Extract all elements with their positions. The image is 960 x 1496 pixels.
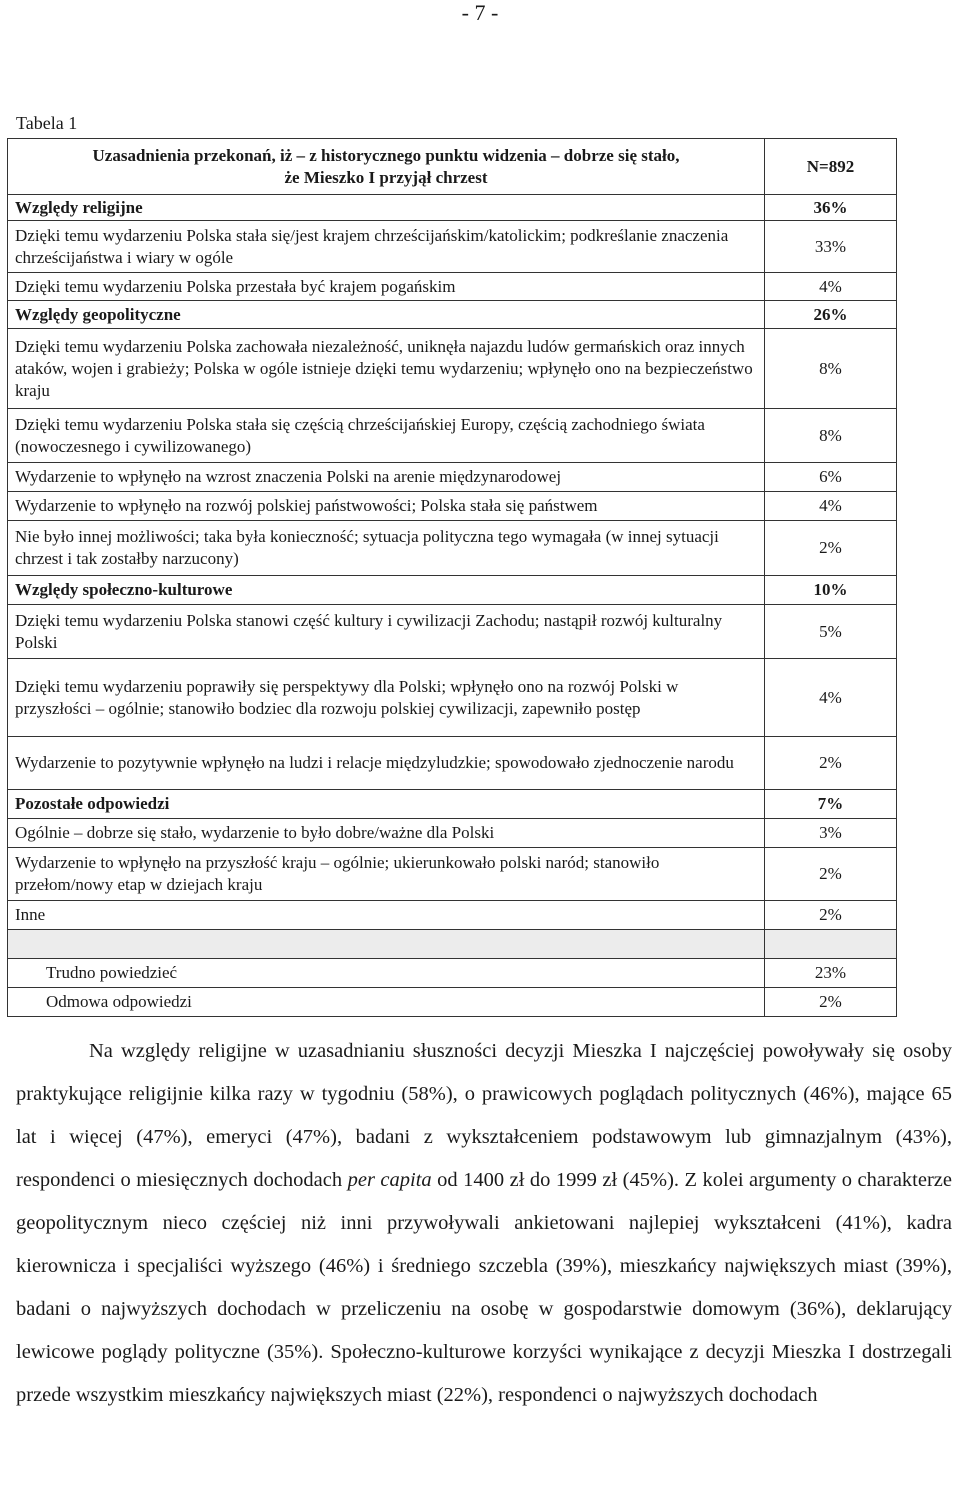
row-label: Wydarzenie to wpłynęło na rozwój polskiej państwowości; Polska stała się państwem (8, 492, 765, 521)
table-row (8, 659, 897, 737)
row-value: 4% (765, 659, 897, 737)
row-value: 10% (765, 576, 897, 605)
row-label: Dzięki temu wydarzeniu Polska zachowała niezależność, uniknęła najazdu ludów germańskich oraz innych ataków, wojen i grabieży; Polska w ogóle istnieje dzięki temu wydarzeniu; wpłynęło ono na bezpieczeństwo kraju (8, 329, 765, 409)
table-row (8, 988, 897, 1017)
survey-table (7, 138, 897, 1017)
table-row (8, 463, 897, 492)
paragraph-part-2: od 1400 zł do 1999 zł (45%). Z kolei argumenty o charakterze geopolitycznym nieco częściej niż inni przywoływali ankietowani najlepiej wykształceni (41%), kadra kierownicza i specjaliści wyższego (46%) i średniego szczebla (39%), mieszkańcy największych miast (39%), badani o najwyższych dochodach w przeliczeniu na osobę w gospodarstwie domowym (36%), deklarujący lewicowe poglądy polityczne (35%). Społeczno-kulturowe korzyści wynikające z decyzji Mieszka I dostrzegali przede wszystkim mieszkańcy największych miast (22%), respondenci o najwyższych dochodach (16, 1169, 952, 1406)
row-value: 6% (765, 463, 897, 492)
table-row (8, 301, 897, 329)
row-value: 2% (765, 521, 897, 576)
row-label: Pozostałe odpowiedzi (8, 790, 765, 819)
table-row (8, 273, 897, 301)
page-number: - 7 - (461, 0, 499, 25)
row-label: Wydarzenie to pozytywnie wpłynęło na ludzi i relacje międzyludzkie; spowodowało zjednoczenie narodu (8, 737, 765, 790)
table-row (8, 819, 897, 848)
table-row (8, 492, 897, 521)
table-header-row (8, 139, 897, 195)
row-label: Odmowa odpowiedzi (8, 988, 765, 1017)
row-value: 26% (765, 301, 897, 329)
row-label: Względy geopolityczne (8, 301, 765, 329)
header-line-1: Uzasadnienia przekonań, iż – z historycznego punktu widzenia – dobrze się stało, (92, 145, 680, 165)
row-label: Nie było innej możliwości; taka była konieczność; sytuacja polityczna tego wymagała (w innej sytuacji chrzest i tak zostałby narzucony) (8, 521, 765, 576)
row-value: 2% (765, 988, 897, 1017)
table-row (8, 901, 897, 930)
row-label: Dzięki temu wydarzeniu Polska stała się/jest krajem chrześcijańskim/katolickim; podkreślanie znaczenia chrześcijaństwa i wiary w ogóle (8, 221, 765, 273)
paragraph-part-1: Na względy religijne w uzasadnianiu słuszności decyzji Mieszka I najczęściej powoływały się osoby praktykujące religijnie kilka razy w tygodniu (58%), o prawicowych poglądach politycznych (46%), mające 65 lat i więcej (47%), emeryci (47%), badani z wykształceniem podstawowym lub gimnazjalnym (43%), respondenci o miesięcznych dochodach (16, 1040, 952, 1191)
row-value: 33% (765, 221, 897, 273)
table-row (8, 848, 897, 901)
row-label: Względy religijne (8, 195, 765, 221)
table-row (8, 409, 897, 463)
table-row (8, 790, 897, 819)
row-value: 7% (765, 790, 897, 819)
row-value: 36% (765, 195, 897, 221)
table-row (8, 195, 897, 221)
table-row (8, 605, 897, 659)
header-line-2: że Mieszko I przyjął chrzest (284, 167, 488, 187)
table-row (8, 959, 897, 988)
row-label: Dzięki temu wydarzeniu Polska stanowi część kultury i cywilizacji Zachodu; nastąpił rozwój kulturalny Polski (8, 605, 765, 659)
table-row (8, 521, 897, 576)
table-header-title (8, 139, 765, 195)
table-row (8, 221, 897, 273)
row-value: 8% (765, 329, 897, 409)
spacer-cell (765, 930, 897, 959)
row-label: Wydarzenie to wpłynęło na wzrost znaczenia Polski na arenie międzynarodowej (8, 463, 765, 492)
paragraph-italic: per capita (347, 1169, 432, 1191)
row-label: Ogólnie – dobrze się stało, wydarzenie to było dobre/ważne dla Polski (8, 819, 765, 848)
row-value: 23% (765, 959, 897, 988)
row-value: 8% (765, 409, 897, 463)
sample-size: N=892 (765, 139, 897, 195)
row-label: Wydarzenie to wpłynęło na przyszłość kraju – ogólnie; ukierunkowało polski naród; stanowiło przełom/nowy etap w dziejach kraju (8, 848, 765, 901)
table-caption: Tabela 1 (16, 113, 78, 133)
row-value: 2% (765, 737, 897, 790)
row-label: Dzięki temu wydarzeniu Polska przestała być krajem pogańskim (8, 273, 765, 301)
row-value: 4% (765, 273, 897, 301)
row-label: Inne (8, 901, 765, 930)
row-value: 2% (765, 901, 897, 930)
body-paragraph (16, 1030, 952, 1417)
row-label: Trudno powiedzieć (8, 959, 765, 988)
table-row (8, 737, 897, 790)
row-value: 5% (765, 605, 897, 659)
table-row (8, 576, 897, 605)
row-label: Względy społeczno-kulturowe (8, 576, 765, 605)
table-spacer-row (8, 930, 897, 959)
row-value: 3% (765, 819, 897, 848)
row-value: 4% (765, 492, 897, 521)
row-label: Dzięki temu wydarzeniu poprawiły się perspektywy dla Polski; wpłynęło ono na rozwój Polski w przyszłości – ogólnie; stanowiło bodziec dla rozwoju polskiej cywilizacji, zapewniło postęp (8, 659, 765, 737)
row-value: 2% (765, 848, 897, 901)
spacer-cell (8, 930, 765, 959)
row-label: Dzięki temu wydarzeniu Polska stała się częścią chrześcijańskiej Europy, częścią zachodniego świata (nowoczesnego i cywilizowanego) (8, 409, 765, 463)
table-row (8, 329, 897, 409)
